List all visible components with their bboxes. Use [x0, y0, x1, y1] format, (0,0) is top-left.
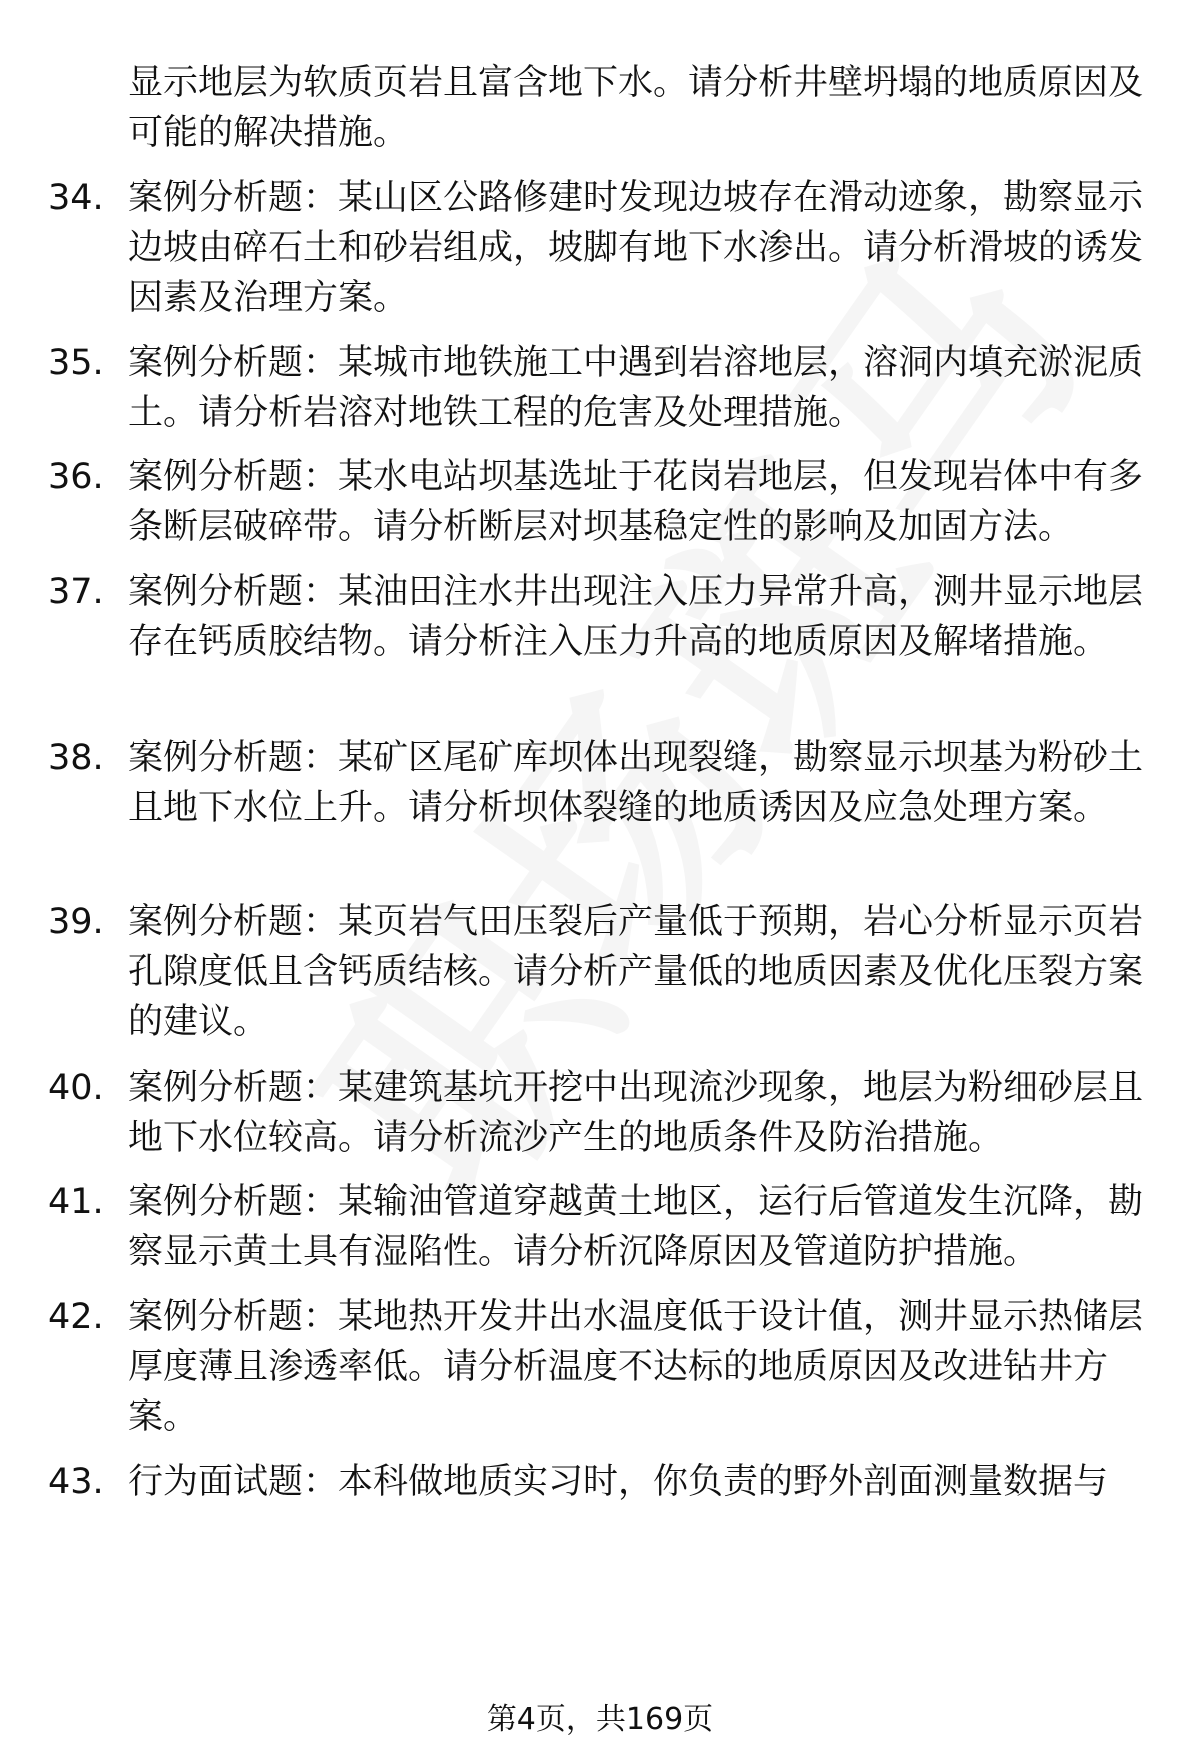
- previous-question-continuation: 显示地层为软质页岩且富含地下水。请分析井壁坍塌的地质原因及可能的解决措施。: [128, 63, 1144, 153]
- question-text: 案例分析题：某矿区尾矿库坝体出现裂缝，勘察显示坝基为粉砂土且地下水位上升。请分析坝体裂缝的地质诱因及应急处理方案。: [128, 738, 1144, 828]
- question-text: 案例分析题：某建筑基坑开挖中出现流沙现象，地层为粉细砂层且地下水位较高。请分析流沙产生的地质条件及防治措施。: [128, 1068, 1144, 1158]
- question-text: 案例分析题：某城市地铁施工中遇到岩溶地层，溶洞内填充淤泥质土。请分析岩溶对地铁工程的危害及处理措施。: [128, 343, 1144, 433]
- question-text: 案例分析题：某输油管道穿越黄土地区，运行后管道发生沉降，勘察显示黄土具有湿陷性。请分析沉降原因及管道防护措施。: [128, 1182, 1144, 1272]
- question-text: 案例分析题：某地热开发井出水温度低于设计值，测井显示热储层厚度薄且渗透率低。请分析温度不达标的地质原因及改进钻井方案。: [128, 1297, 1144, 1437]
- question-number: 40.: [48, 1068, 104, 1108]
- question-number: 39.: [48, 902, 104, 942]
- question-number: 38.: [48, 738, 104, 778]
- question-number: 35.: [48, 343, 104, 383]
- question-text: 行为面试题：本科做地质实习时，你负责的野外剖面测量数据与: [128, 1462, 1109, 1502]
- page-footer: 第4页，共169页: [486, 1702, 714, 1737]
- question-number: 36.: [48, 457, 104, 497]
- question-number: 43.: [48, 1462, 104, 1502]
- question-number: 41.: [48, 1182, 104, 1222]
- question-text: 案例分析题：某页岩气田压裂后产量低于预期，岩心分析显示页岩孔隙度低且含钙质结核。请分析产量低的地质因素及优化压裂方案的建议。: [128, 902, 1144, 1042]
- question-number: 42.: [48, 1297, 104, 1337]
- question-number: 37.: [48, 572, 104, 612]
- question-text: 案例分析题：某水电站坝基选址于花岗岩地层，但发现岩体中有多条断层破碎带。请分析断层对坝基稳定性的影响及加固方法。: [128, 457, 1144, 547]
- question-number: 34.: [48, 178, 104, 218]
- question-text: 案例分析题：某山区公路修建时发现边坡存在滑动迹象，勘察显示边坡由碎石土和砂岩组成，坡脚有地下水渗出。请分析滑坡的诱发因素及治理方案。: [128, 178, 1144, 318]
- question-text: 案例分析题：某油田注水井出现注入压力异常升高，测井显示地层存在钙质胶结物。请分析注入压力升高的地质原因及解堵措施。: [128, 572, 1144, 662]
